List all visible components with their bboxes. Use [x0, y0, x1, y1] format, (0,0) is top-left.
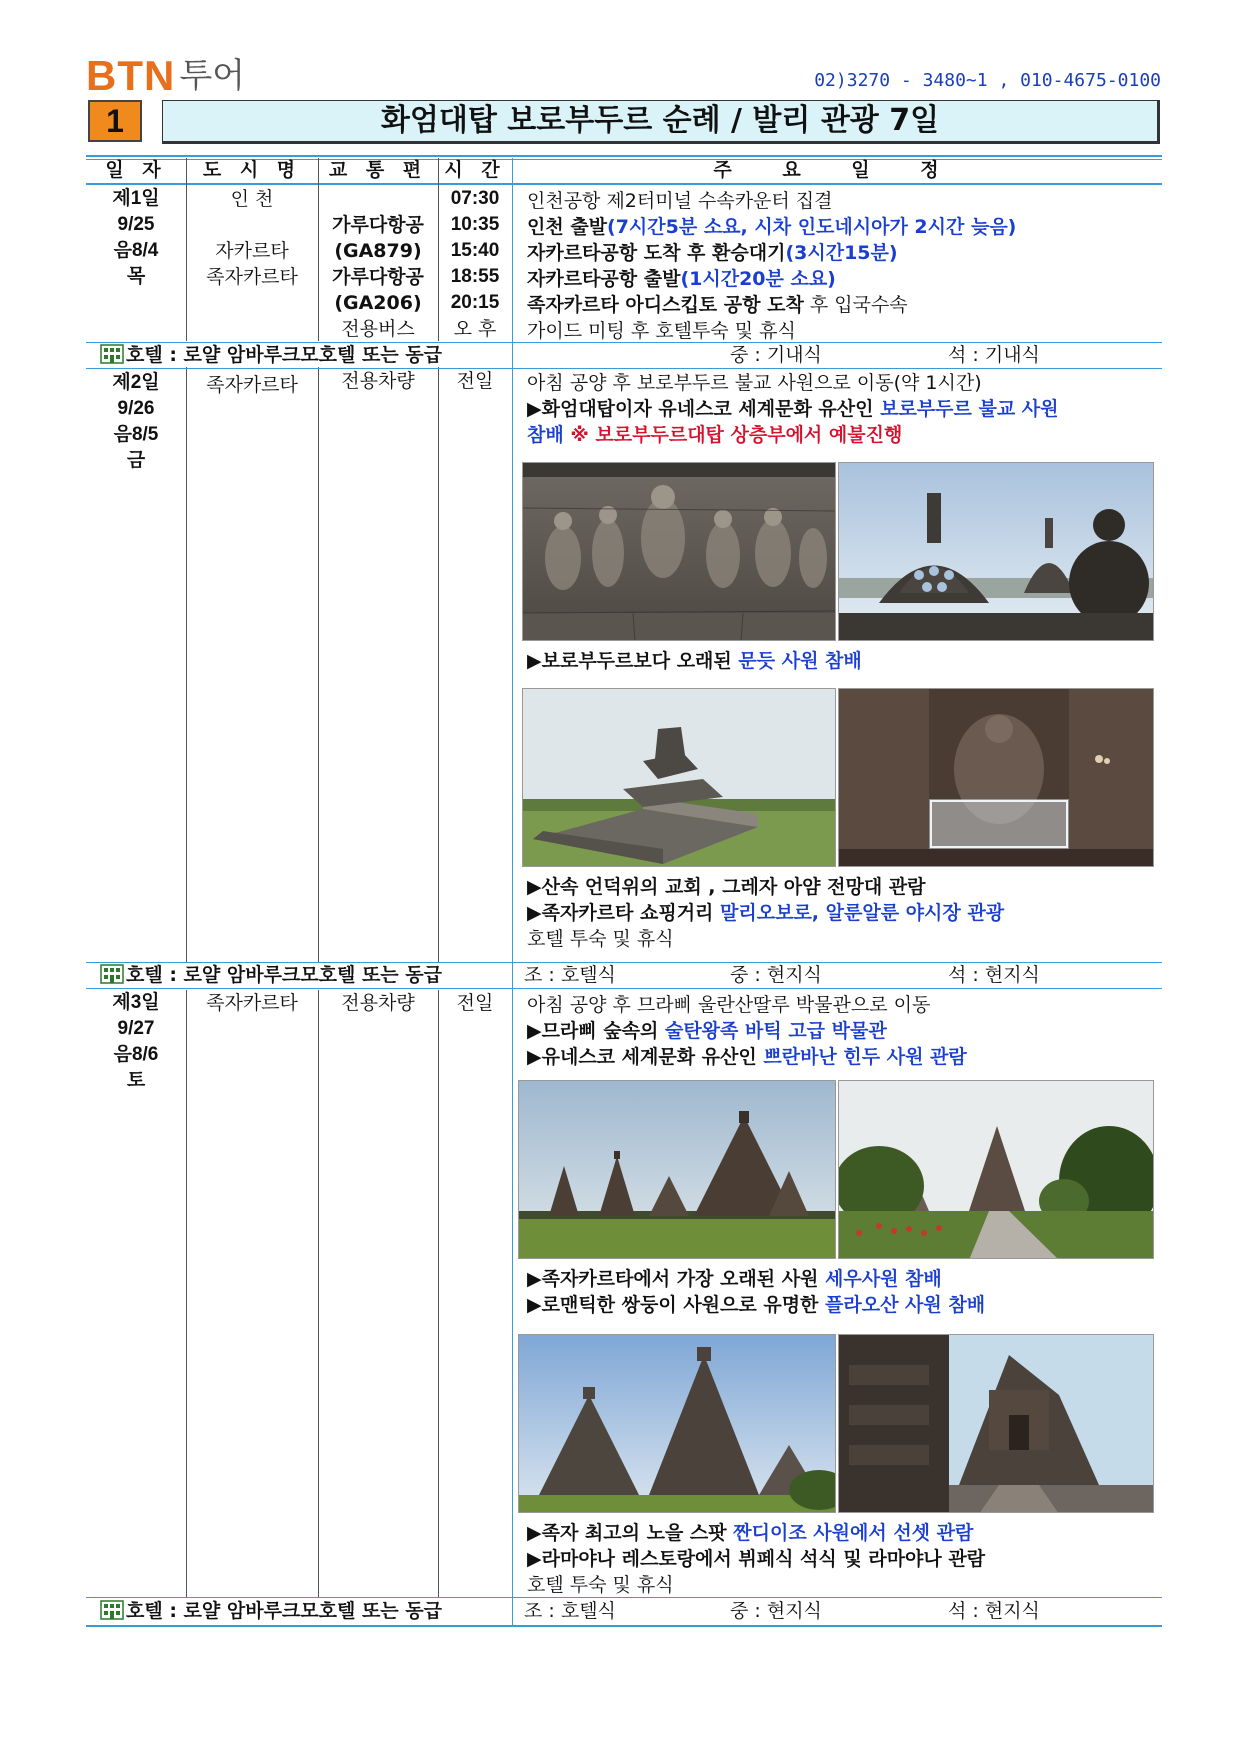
day3-line-3-text: ▶유네스코 세계문화 유산인 — [527, 1046, 764, 1068]
hotel-icon — [100, 1600, 124, 1620]
day3-line-2-highlight: 술탄왕족 바틱 고급 박물관 — [664, 1020, 887, 1042]
day2-time: 전일 — [456, 370, 494, 392]
prambanan-temple-photo — [518, 1080, 836, 1259]
day1-transport-3: 가루다항공 — [332, 266, 424, 288]
col-divider — [186, 367, 187, 962]
borobudur-relief-photo — [522, 462, 836, 641]
day1-time-6: 오 후 — [453, 318, 497, 340]
day3-label: 제3일 — [112, 992, 160, 1013]
day1-city-1: 인 천 — [230, 188, 274, 210]
day2-line-4-highlight: 문듯 사원 참배 — [738, 650, 862, 672]
hotel-icon — [100, 964, 124, 984]
day1-time-2: 10:35 — [450, 214, 500, 235]
day2-weekday: 금 — [126, 450, 146, 471]
day1-line-2-text: 인천 출발 — [527, 216, 608, 238]
day3-line-4 — [527, 1264, 942, 1291]
day3-line-6-highlight: 짠디이조 사원에서 선셋 관람 — [733, 1522, 974, 1544]
day2-line-2-text: ▶화엄대탑이자 유네스코 세계문화 유산인 — [527, 398, 881, 420]
day1-transport-1: 가루다항공 — [332, 214, 424, 236]
day3-line-6-text: ▶족자 최고의 노을 스팟 — [527, 1522, 734, 1544]
day1-time-4: 18:55 — [450, 266, 500, 287]
day3-line-8: 호텔 투숙 및 휴식 — [527, 1574, 674, 1596]
plaosan-temple-photo — [518, 1334, 836, 1513]
day1-time-1: 07:30 — [450, 188, 500, 209]
sojiwan-temple-photo — [838, 1334, 1154, 1513]
hotel-icon — [100, 344, 124, 364]
day2-solar-date: 9/26 — [117, 398, 155, 419]
day3-line-2-text: ▶므라삐 숲속의 — [527, 1020, 665, 1042]
day3-weekday: 토 — [126, 1070, 146, 1091]
day1-line-5-rest: 후 입국수속 — [803, 294, 908, 316]
logo-tour-text: 투어 — [179, 56, 246, 96]
day3-line-7: ▶라마야나 레스토랑에서 뷔페식 석식 및 라마야나 관람 — [527, 1548, 986, 1570]
borobudur-stupa-photo — [838, 462, 1154, 641]
day1-line-3-note: (3시간15분) — [785, 242, 898, 264]
col-header-time: 시 간 — [444, 159, 506, 181]
col-header-city: 도 시 명 — [202, 159, 302, 181]
day1-transport-5: 전용버스 — [341, 318, 415, 340]
day3-line-3-highlight: 쁘란바난 힌두 사원 관람 — [763, 1046, 967, 1068]
header-bottom-rule — [86, 183, 1162, 185]
day3-meal-breakfast: 조 : 호텔식 — [524, 1600, 616, 1622]
day3-lunar-date: 음8/6 — [113, 1044, 159, 1065]
day2-line-6-text: ▶족자카르타 쇼핑거리 — [527, 902, 721, 924]
day1-line-2-note: (7시간5분 소요, 시차 인도네시아가 2시간 늦음) — [607, 216, 1017, 238]
day2-line-1: 아침 공양 후 보로부두르 불교 사원으로 이동(약 1시간) — [527, 372, 982, 394]
day2-line-6-highlight: 말리오보로, 알룬알룬 야시장 관광 — [720, 902, 1005, 924]
day3-date — [86, 990, 186, 1094]
day1-line-4-note: (1시간20분 소요) — [680, 268, 836, 290]
day1-time-5: 20:15 — [450, 292, 500, 313]
col-header-schedule: 주 요 일 정 — [713, 159, 961, 181]
day1-time-3: 15:40 — [450, 240, 500, 261]
day3-line-1: 아침 공양 후 므라삐 울란산딸루 박물관으로 이동 — [527, 994, 931, 1016]
day2-meal-lunch: 중 : 현지식 — [730, 964, 822, 986]
col-divider — [438, 990, 439, 1597]
day3-meal-dinner: 석 : 현지식 — [948, 1600, 1040, 1622]
phone-numbers: 02)3270 - 3480~1 , 010-4675-0100 — [814, 70, 1161, 91]
company-logo — [86, 52, 246, 99]
day2-line-3 — [527, 420, 902, 447]
day1-lunar-date: 음8/4 — [113, 240, 159, 261]
day1-label: 제1일 — [112, 188, 160, 209]
logo-btn-text: BTN — [86, 52, 176, 99]
day3-city: 족자카르타 — [206, 992, 298, 1014]
day1-hotel — [100, 342, 442, 368]
page-title: 화엄대탑 보로부두르 순례 / 발리 관광 7일 — [162, 100, 1160, 144]
mendut-temple-photo — [522, 688, 836, 867]
day1-line-4 — [527, 264, 836, 291]
day2-hotel-bottom-rule — [86, 988, 1162, 989]
col-divider — [318, 990, 319, 1597]
day1-line-3 — [527, 238, 898, 265]
day2-city: 족자카르타 — [206, 374, 298, 396]
col-divider — [318, 367, 319, 962]
day1-line-2 — [527, 212, 1016, 239]
day1-line-1: 인천공항 제2터미널 수속카운터 집결 — [527, 190, 833, 212]
day3-time: 전일 — [456, 992, 494, 1014]
day1-line-5 — [527, 290, 908, 317]
day2-label: 제2일 — [112, 372, 160, 393]
day1-meal-lunch: 중 : 기내식 — [730, 344, 822, 366]
day3-line-3 — [527, 1042, 967, 1069]
col-header-date: 일 자 — [105, 159, 167, 181]
day1-hotel-name: 호텔 : 로얄 암바루크모호텔 또는 동급 — [126, 344, 442, 366]
day2-meal-breakfast: 조 : 호텔식 — [524, 964, 616, 986]
day2-line-7: 호텔 투숙 및 휴식 — [527, 928, 674, 950]
day3-line-5-text: ▶로맨틱한 쌍둥이 사원으로 유명한 — [527, 1294, 826, 1316]
day2-line-5: ▶산속 언덕위의 교회 , 그레자 아얌 전망대 관람 — [527, 876, 926, 898]
day3-meal-lunch: 중 : 현지식 — [730, 1600, 822, 1622]
day1-line-4-text: 자카르타공항 출발 — [527, 268, 681, 290]
day2-date — [86, 370, 186, 474]
day2-line-2-highlight: 보로부두르 불교 사원 — [880, 398, 1059, 420]
day2-line-2 — [527, 394, 1059, 421]
day1-transport-4: (GA206) — [334, 292, 422, 314]
day1-line-3-text: 자카르타공항 도착 후 환승대기 — [527, 242, 786, 264]
mendut-interior-photo — [838, 688, 1154, 867]
day3-line-5 — [527, 1290, 985, 1317]
day3-hotel-name: 호텔 : 로얄 암바루크모호텔 또는 동급 — [126, 1600, 442, 1622]
day3-line-5-highlight: 플라오산 사원 참배 — [825, 1294, 986, 1316]
day1-date — [86, 186, 186, 290]
day3-line-2 — [527, 1016, 887, 1043]
table-bottom-rule — [86, 1625, 1162, 1627]
day1-city-3: 족자카르타 — [206, 266, 298, 288]
day1-city-2: 자카르타 — [215, 240, 289, 262]
day1-line-6: 가이드 미팅 후 호텔투숙 및 휴식 — [527, 320, 796, 342]
col-divider — [438, 367, 439, 962]
day1-line-5-text: 족자카르타 아디스킵토 공항 도착 — [527, 294, 804, 316]
day2-hotel-name: 호텔 : 로얄 암바루크모호텔 또는 동급 — [126, 964, 442, 986]
day2-lunar-date: 음8/5 — [113, 424, 159, 445]
day2-line-3-note: ※ 보로부두르대탑 상층부에서 예불진행 — [563, 424, 903, 446]
day3-line-6 — [527, 1518, 973, 1545]
day1-transport-2: (GA879) — [334, 240, 422, 262]
day1-weekday: 목 — [126, 266, 146, 287]
day3-hotel — [100, 1598, 442, 1624]
section-number: 1 — [88, 100, 142, 142]
day2-hotel — [100, 962, 442, 988]
day2-line-3-highlight: 참배 — [527, 424, 564, 446]
day1-meal-dinner: 석 : 기내식 — [948, 344, 1040, 366]
day3-line-4-highlight: 세우사원 참배 — [825, 1268, 942, 1290]
col-header-transport: 교 통 편 — [328, 159, 428, 181]
table-top-rule — [86, 155, 1162, 157]
day2-meal-dinner: 석 : 현지식 — [948, 964, 1040, 986]
prambanan-garden-photo — [838, 1080, 1154, 1259]
day2-line-4-text: ▶보로부두르보다 오래된 — [527, 650, 739, 672]
day3-solar-date: 9/27 — [117, 1018, 155, 1039]
day1-solar-date: 9/25 — [117, 214, 155, 235]
day3-transport: 전용차량 — [341, 992, 415, 1014]
day2-line-6 — [527, 898, 1004, 925]
day2-transport: 전용차량 — [341, 370, 415, 392]
col-divider — [186, 990, 187, 1597]
schedule-divider — [512, 158, 513, 1625]
day2-line-4 — [527, 646, 862, 673]
day3-line-4-text: ▶족자카르타에서 가장 오래된 사원 — [527, 1268, 826, 1290]
